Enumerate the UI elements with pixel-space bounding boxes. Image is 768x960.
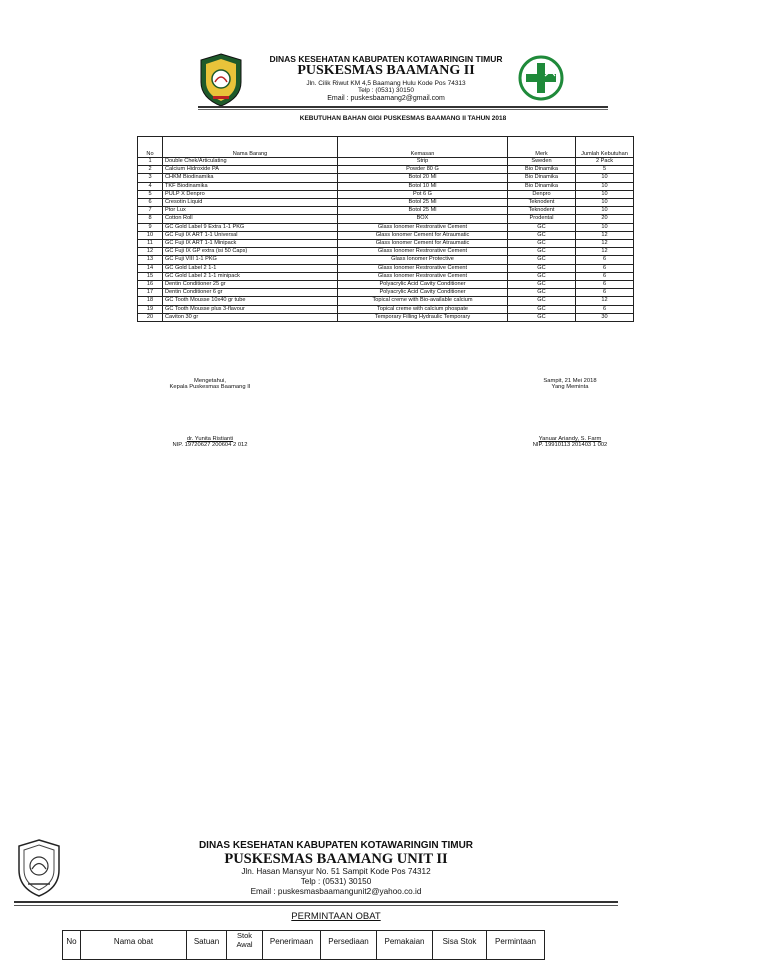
cell-nama-barang: GC Gold Label 2 1-1 xyxy=(163,264,338,272)
table-row xyxy=(138,158,634,166)
cell-kemasan: Botol 20 Ml xyxy=(338,174,508,182)
second-document-title: PERMINTAAN OBAT xyxy=(291,911,381,922)
cell-no: 1 xyxy=(138,158,163,166)
table-row xyxy=(138,231,634,239)
table-row xyxy=(138,182,634,190)
obat-header-nama: Nama obat xyxy=(81,931,187,960)
cell-merk: GC xyxy=(508,231,576,239)
cell-kemasan: Strip xyxy=(338,158,508,166)
obat-header-permintaan: Permintaan xyxy=(487,931,545,960)
cell-no: 3 xyxy=(138,174,163,182)
table-row xyxy=(138,166,634,174)
cell-nama-barang: Dentin Conditioner 6 gr xyxy=(163,289,338,297)
header-kemasan: Kemasan xyxy=(338,137,508,158)
obat-header-pemakaian: Pemakaian xyxy=(377,931,433,960)
cell-no: 19 xyxy=(138,305,163,313)
permintaan-obat-table xyxy=(62,930,545,960)
cell-jumlah: 20 xyxy=(576,215,634,223)
cell-nama-barang: GC Fuji IX ART 1-1 Minipack xyxy=(163,240,338,248)
cell-nama-barang: Cotton Roll xyxy=(163,215,338,223)
cell-jumlah: 12 xyxy=(576,240,634,248)
table-row xyxy=(138,174,634,182)
clinic-email: Email : puskesbaamang2@gmail.com xyxy=(327,95,445,102)
cell-no: 10 xyxy=(138,231,163,239)
cell-merk: GC xyxy=(508,248,576,256)
cell-merk: Bio Dinamika xyxy=(508,166,576,174)
cell-no: 6 xyxy=(138,199,163,207)
cell-jumlah: 6 xyxy=(576,289,634,297)
cell-merk: GC xyxy=(508,256,576,264)
sig-right-line1: Sampit, 21 Mei 2018 xyxy=(543,378,597,384)
table-row xyxy=(138,256,634,264)
obat-header-sisa-stok: Sisa Stok xyxy=(433,931,487,960)
cell-no: 17 xyxy=(138,289,163,297)
cell-kemasan: Polyacrylic Acid Cavity Conditioner xyxy=(338,289,508,297)
header-nama-barang: Nama Barang xyxy=(163,137,338,158)
cell-nama-barang: Double Chek/Articulating xyxy=(163,158,338,166)
org-name: DINAS KESEHATAN KABUPATEN KOTAWARINGIN TIMUR xyxy=(269,54,503,64)
table-row xyxy=(138,190,634,198)
cell-kemasan: Pot 6 G xyxy=(338,190,508,198)
cell-merk: Denpro xyxy=(508,190,576,198)
regency-crest-icon xyxy=(198,52,244,108)
cell-no: 8 xyxy=(138,215,163,223)
cell-nama-barang: Calcium Hidroxide PA xyxy=(163,166,338,174)
cell-jumlah: 10 xyxy=(576,182,634,190)
clinic-address-2: Jln. Hasan Mansyur No. 51 Sampit Kode Pos 74312 xyxy=(241,867,431,876)
cell-no: 18 xyxy=(138,297,163,305)
clinic-phone-2: Telp : (0531) 30150 xyxy=(300,877,372,886)
cell-kemasan: Botol 25 Ml xyxy=(338,207,508,215)
cell-jumlah: 6 xyxy=(576,256,634,264)
cell-no: 7 xyxy=(138,207,163,215)
cell-merk: GC xyxy=(508,240,576,248)
obat-header-satuan: Satuan xyxy=(187,931,227,960)
cell-kemasan: Botol 25 Ml xyxy=(338,199,508,207)
cell-nama-barang: GC Gold Label 2 1-1 minipack xyxy=(163,272,338,280)
cell-jumlah: 10 xyxy=(576,223,634,231)
cell-no: 20 xyxy=(138,313,163,321)
clinic-name: PUSKESMAS BAAMANG II xyxy=(297,63,475,78)
obat-header-stok-awal: Stok Awal xyxy=(227,931,263,960)
table-row xyxy=(138,305,634,313)
cell-jumlah: 6 xyxy=(576,305,634,313)
sig-left-line1: Mengetahui, xyxy=(194,378,226,384)
clinic-email-2: Email : puskesmasbaamangunit2@yahoo.co.id xyxy=(250,887,422,896)
obat-header-penerimaan: Penerimaan xyxy=(263,931,321,960)
cell-merk: Prodental xyxy=(508,215,576,223)
cell-nama-barang: PULP X Denpro xyxy=(163,190,338,198)
cell-nama-barang: Ptor Lux xyxy=(163,207,338,215)
cell-jumlah: 6 xyxy=(576,272,634,280)
cell-nama-barang: GC Tooth Mousse 10x40 gr tube xyxy=(163,297,338,305)
cell-nama-barang: Dentin Conditioner 25 gr xyxy=(163,281,338,289)
clinic-name-2: PUSKESMAS BAAMANG UNIT II xyxy=(224,851,448,867)
cell-nama-barang: GC Fuji IX ART 1-1 Universal xyxy=(163,231,338,239)
header-no: No xyxy=(138,137,163,158)
table-row xyxy=(138,272,634,280)
sig-left-nip: NIP. 19720627 200604 2 012 xyxy=(172,442,248,448)
cell-kemasan: Glass Ionomer Cement for Atraumatic xyxy=(338,240,508,248)
sig-left-name: dr. Yunita Ristianti xyxy=(186,436,234,442)
obat-header-persediaan: Persediaan xyxy=(321,931,377,960)
cell-jumlah: 6 xyxy=(576,281,634,289)
cell-jumlah: 30 xyxy=(576,313,634,321)
header-rule-thin xyxy=(198,109,608,110)
cell-merk: Bio Dinamika xyxy=(508,174,576,182)
cell-merk: Teknodent xyxy=(508,207,576,215)
cell-merk: GC xyxy=(508,305,576,313)
items-table xyxy=(137,136,634,322)
cell-merk: Bio Dinamika xyxy=(508,182,576,190)
cell-no: 9 xyxy=(138,223,163,231)
table-row xyxy=(138,215,634,223)
cell-no: 13 xyxy=(138,256,163,264)
cell-nama-barang: GC Fuji IX GP extra (isi 50 Caps) xyxy=(163,248,338,256)
cell-jumlah: 5 xyxy=(576,166,634,174)
cell-no: 15 xyxy=(138,272,163,280)
sig-right-line2: Yang Meminta xyxy=(551,384,589,390)
cell-no: 4 xyxy=(138,182,163,190)
cell-kemasan: Glass Ionomer Restrorative Cement xyxy=(338,248,508,256)
table-row xyxy=(138,313,634,321)
table-row xyxy=(138,248,634,256)
sig-right-name: Yanuar Ariandy, S. Farm xyxy=(538,436,602,442)
clinic-phone: Telp : (0531) 30150 xyxy=(357,87,414,94)
cell-merk: GC xyxy=(508,223,576,231)
cell-merk: GC xyxy=(508,313,576,321)
header-jumlah: Jumlah Kebutuhan xyxy=(576,137,634,158)
cell-kemasan: Topical creme with Bio-available calcium xyxy=(338,297,508,305)
cell-merk: GC xyxy=(508,272,576,280)
cell-nama-barang: GC Tooth Mousse plus 3-flavour xyxy=(163,305,338,313)
cell-no: 16 xyxy=(138,281,163,289)
header-rule xyxy=(198,106,608,108)
cell-no: 11 xyxy=(138,240,163,248)
cell-jumlah: 12 xyxy=(576,231,634,239)
sig-left-line2: Kepala Puskesmas Baamang II xyxy=(169,384,251,390)
cell-jumlah: 6 xyxy=(576,264,634,272)
table-row xyxy=(138,240,634,248)
letterhead-top xyxy=(198,50,568,110)
cell-merk: GC xyxy=(508,281,576,289)
table-row xyxy=(138,264,634,272)
cell-kemasan: Glass Ionomer Restrorative Cement xyxy=(338,264,508,272)
cell-kemasan: Glass Ionomer Protective xyxy=(338,256,508,264)
cell-kemasan: Glass Ionomer Restrorative Cement xyxy=(338,223,508,231)
cell-no: 5 xyxy=(138,190,163,198)
cell-merk: Sweden xyxy=(508,158,576,166)
cell-kemasan: Polyacrylic Acid Cavity Conditioner xyxy=(338,281,508,289)
cell-jumlah: 10 xyxy=(576,190,634,198)
cell-nama-barang: GC Fuji VIII 1-1 PKG xyxy=(163,256,338,264)
table-row xyxy=(138,297,634,305)
cell-kemasan: Powder 80 G xyxy=(338,166,508,174)
cell-merk: GC xyxy=(508,264,576,272)
health-cross-icon xyxy=(518,53,564,103)
cell-nama-barang: CHKM Biodinamika xyxy=(163,174,338,182)
cell-nama-barang: TKF Biodinamika xyxy=(163,182,338,190)
header-rule-2-thin xyxy=(14,905,618,906)
cell-jumlah: 12 xyxy=(576,297,634,305)
cell-merk: GC xyxy=(508,289,576,297)
table-row xyxy=(138,199,634,207)
clinic-address: Jln. Cilik Riwut KM 4,5 Baamang Hulu Kode Pos 74313 xyxy=(306,80,466,87)
regency-crest-icon xyxy=(16,838,62,898)
obat-header-no: No xyxy=(63,931,81,960)
cell-nama-barang: GC Gold Label 9 Extra 1-1 PKG xyxy=(163,223,338,231)
cell-jumlah: 2 Pack xyxy=(576,158,634,166)
cell-jumlah: 10 xyxy=(576,174,634,182)
header-rule-2 xyxy=(14,901,618,903)
obat-header-row xyxy=(63,931,545,960)
cell-nama-barang: Cresotin Liquid xyxy=(163,199,338,207)
cell-kemasan: Topical creme with calcium phospate xyxy=(338,305,508,313)
header-merk: Merk xyxy=(508,137,576,158)
cell-kemasan: Glass Ionomer Restrorative Cement xyxy=(338,272,508,280)
table-header-row xyxy=(138,137,634,158)
cell-no: 2 xyxy=(138,166,163,174)
cell-jumlah: 10 xyxy=(576,199,634,207)
cell-nama-barang: Caviton 30 gr xyxy=(163,313,338,321)
signature-left xyxy=(150,378,270,448)
cell-kemasan: Glass Ionomer Cement for Atraumatic xyxy=(338,231,508,239)
cell-kemasan: BOX xyxy=(338,215,508,223)
cell-no: 14 xyxy=(138,264,163,272)
items-table-body xyxy=(138,158,634,322)
table-row xyxy=(138,289,634,297)
table-row xyxy=(138,207,634,215)
cell-kemasan: Botol 10 Ml xyxy=(338,182,508,190)
cell-no: 12 xyxy=(138,248,163,256)
org-name-2: DINAS KESEHATAN KABUPATEN KOTAWARINGIN TIMUR xyxy=(198,840,474,851)
table-row xyxy=(138,223,634,231)
cell-kemasan: Temporary Filling Hydraulic Temporary xyxy=(338,313,508,321)
cell-merk: Teknodent xyxy=(508,199,576,207)
cell-merk: GC xyxy=(508,297,576,305)
cell-jumlah: 10 xyxy=(576,207,634,215)
signature-right xyxy=(510,378,630,448)
document-title: KEBUTUHAN BAHAN GIGI PUSKESMAS BAAMANG II TAHUN 2018 xyxy=(299,115,507,122)
cell-jumlah: 12 xyxy=(576,248,634,256)
sig-right-nip: NIP. 19910113 201403 1 002 xyxy=(532,442,608,448)
table-row xyxy=(138,281,634,289)
